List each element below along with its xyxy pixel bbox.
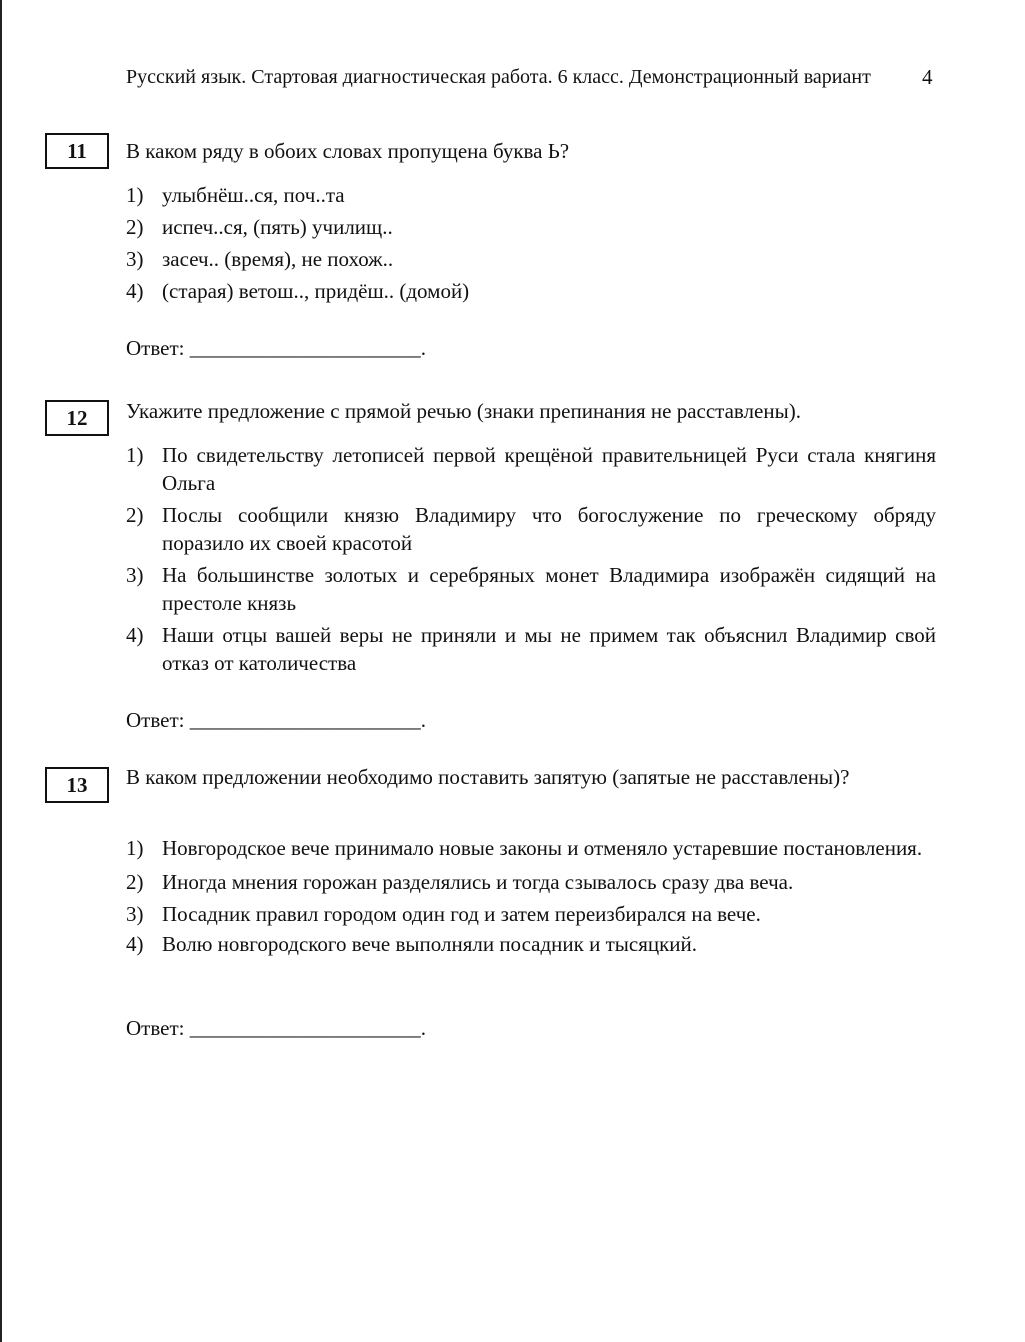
- option-number: 4): [126, 932, 144, 956]
- option-item: [126, 900, 936, 928]
- option-text: (старая) ветош.., придёш.. (домой): [162, 279, 470, 303]
- option-item: [126, 441, 936, 497]
- option-list: [126, 181, 936, 305]
- option-number: 3): [126, 563, 144, 587]
- option-text: Волю новгородского вече выполняли посадник и тысяцкий.: [162, 932, 698, 956]
- option-text: Новгородское вече принимало новые законы и отменяло устаревшие постановления.: [162, 836, 923, 860]
- option-item: [126, 621, 936, 677]
- option-text: Посадник правил городом один год и затем переизбирался на вече.: [162, 902, 761, 926]
- task-question: В каком ряду в обоих словах пропущена буква Ь?: [126, 139, 570, 163]
- option-item: [126, 181, 936, 209]
- option-item: [126, 561, 936, 617]
- option-number: 2): [126, 503, 144, 527]
- page-left-edge: [0, 0, 2, 1342]
- option-text: Иногда мнения горожан разделялись и тогда сзывалось сразу два веча.: [162, 870, 794, 894]
- option-list: [126, 441, 936, 677]
- answer-line: Ответ: ______________________.: [126, 708, 426, 732]
- option-item: [126, 834, 936, 862]
- task-number-box: 12: [45, 400, 109, 436]
- task-number-box: 11: [45, 133, 109, 169]
- option-list: [126, 834, 936, 958]
- option-number: 2): [126, 215, 144, 239]
- page-number: 4: [922, 65, 933, 89]
- option-item: [126, 930, 936, 958]
- task-number-box: 13: [45, 767, 109, 803]
- task-question: В каком предложении необходимо поставить запятую (запятые не расставлены)?: [126, 765, 850, 789]
- page-header: Русский язык. Стартовая диагностическая работа. 6 класс. Демонстрационный вариант: [126, 66, 871, 88]
- answer-line: Ответ: ______________________.: [126, 336, 426, 360]
- task-question: Укажите предложение с прямой речью (знаки препинания не расставлены).: [126, 399, 801, 423]
- option-number: 3): [126, 247, 144, 271]
- option-text: улыбнёш..ся, поч..та: [162, 183, 345, 207]
- option-number: 1): [126, 836, 144, 860]
- option-number: 1): [126, 443, 144, 467]
- option-item: [126, 501, 936, 557]
- option-number: 2): [126, 870, 144, 894]
- option-text: Послы сообщили князю Владимиру что богослужение по греческому обряду поразило их своей красотой: [162, 503, 936, 555]
- option-text: засеч.. (время), не похож..: [162, 247, 394, 271]
- option-text: По свидетельству летописей первой крещёной правительницей Руси стала княгиня Ольга: [162, 443, 936, 495]
- option-item: [126, 245, 936, 273]
- option-text: На большинстве золотых и серебряных монет Владимира изображён сидящий на престоле князь: [162, 563, 936, 615]
- option-item: [126, 277, 936, 305]
- option-number: 4): [126, 279, 144, 303]
- option-item: [126, 213, 936, 241]
- option-text: испеч..ся, (пять) училищ..: [162, 215, 393, 239]
- option-item: [126, 868, 936, 896]
- option-number: 3): [126, 902, 144, 926]
- answer-line: Ответ: ______________________.: [126, 1016, 426, 1040]
- option-number: 1): [126, 183, 144, 207]
- option-number: 4): [126, 623, 144, 647]
- option-text: Наши отцы вашей веры не приняли и мы не примем так объяснил Владимир свой отказ от католичества: [162, 623, 936, 675]
